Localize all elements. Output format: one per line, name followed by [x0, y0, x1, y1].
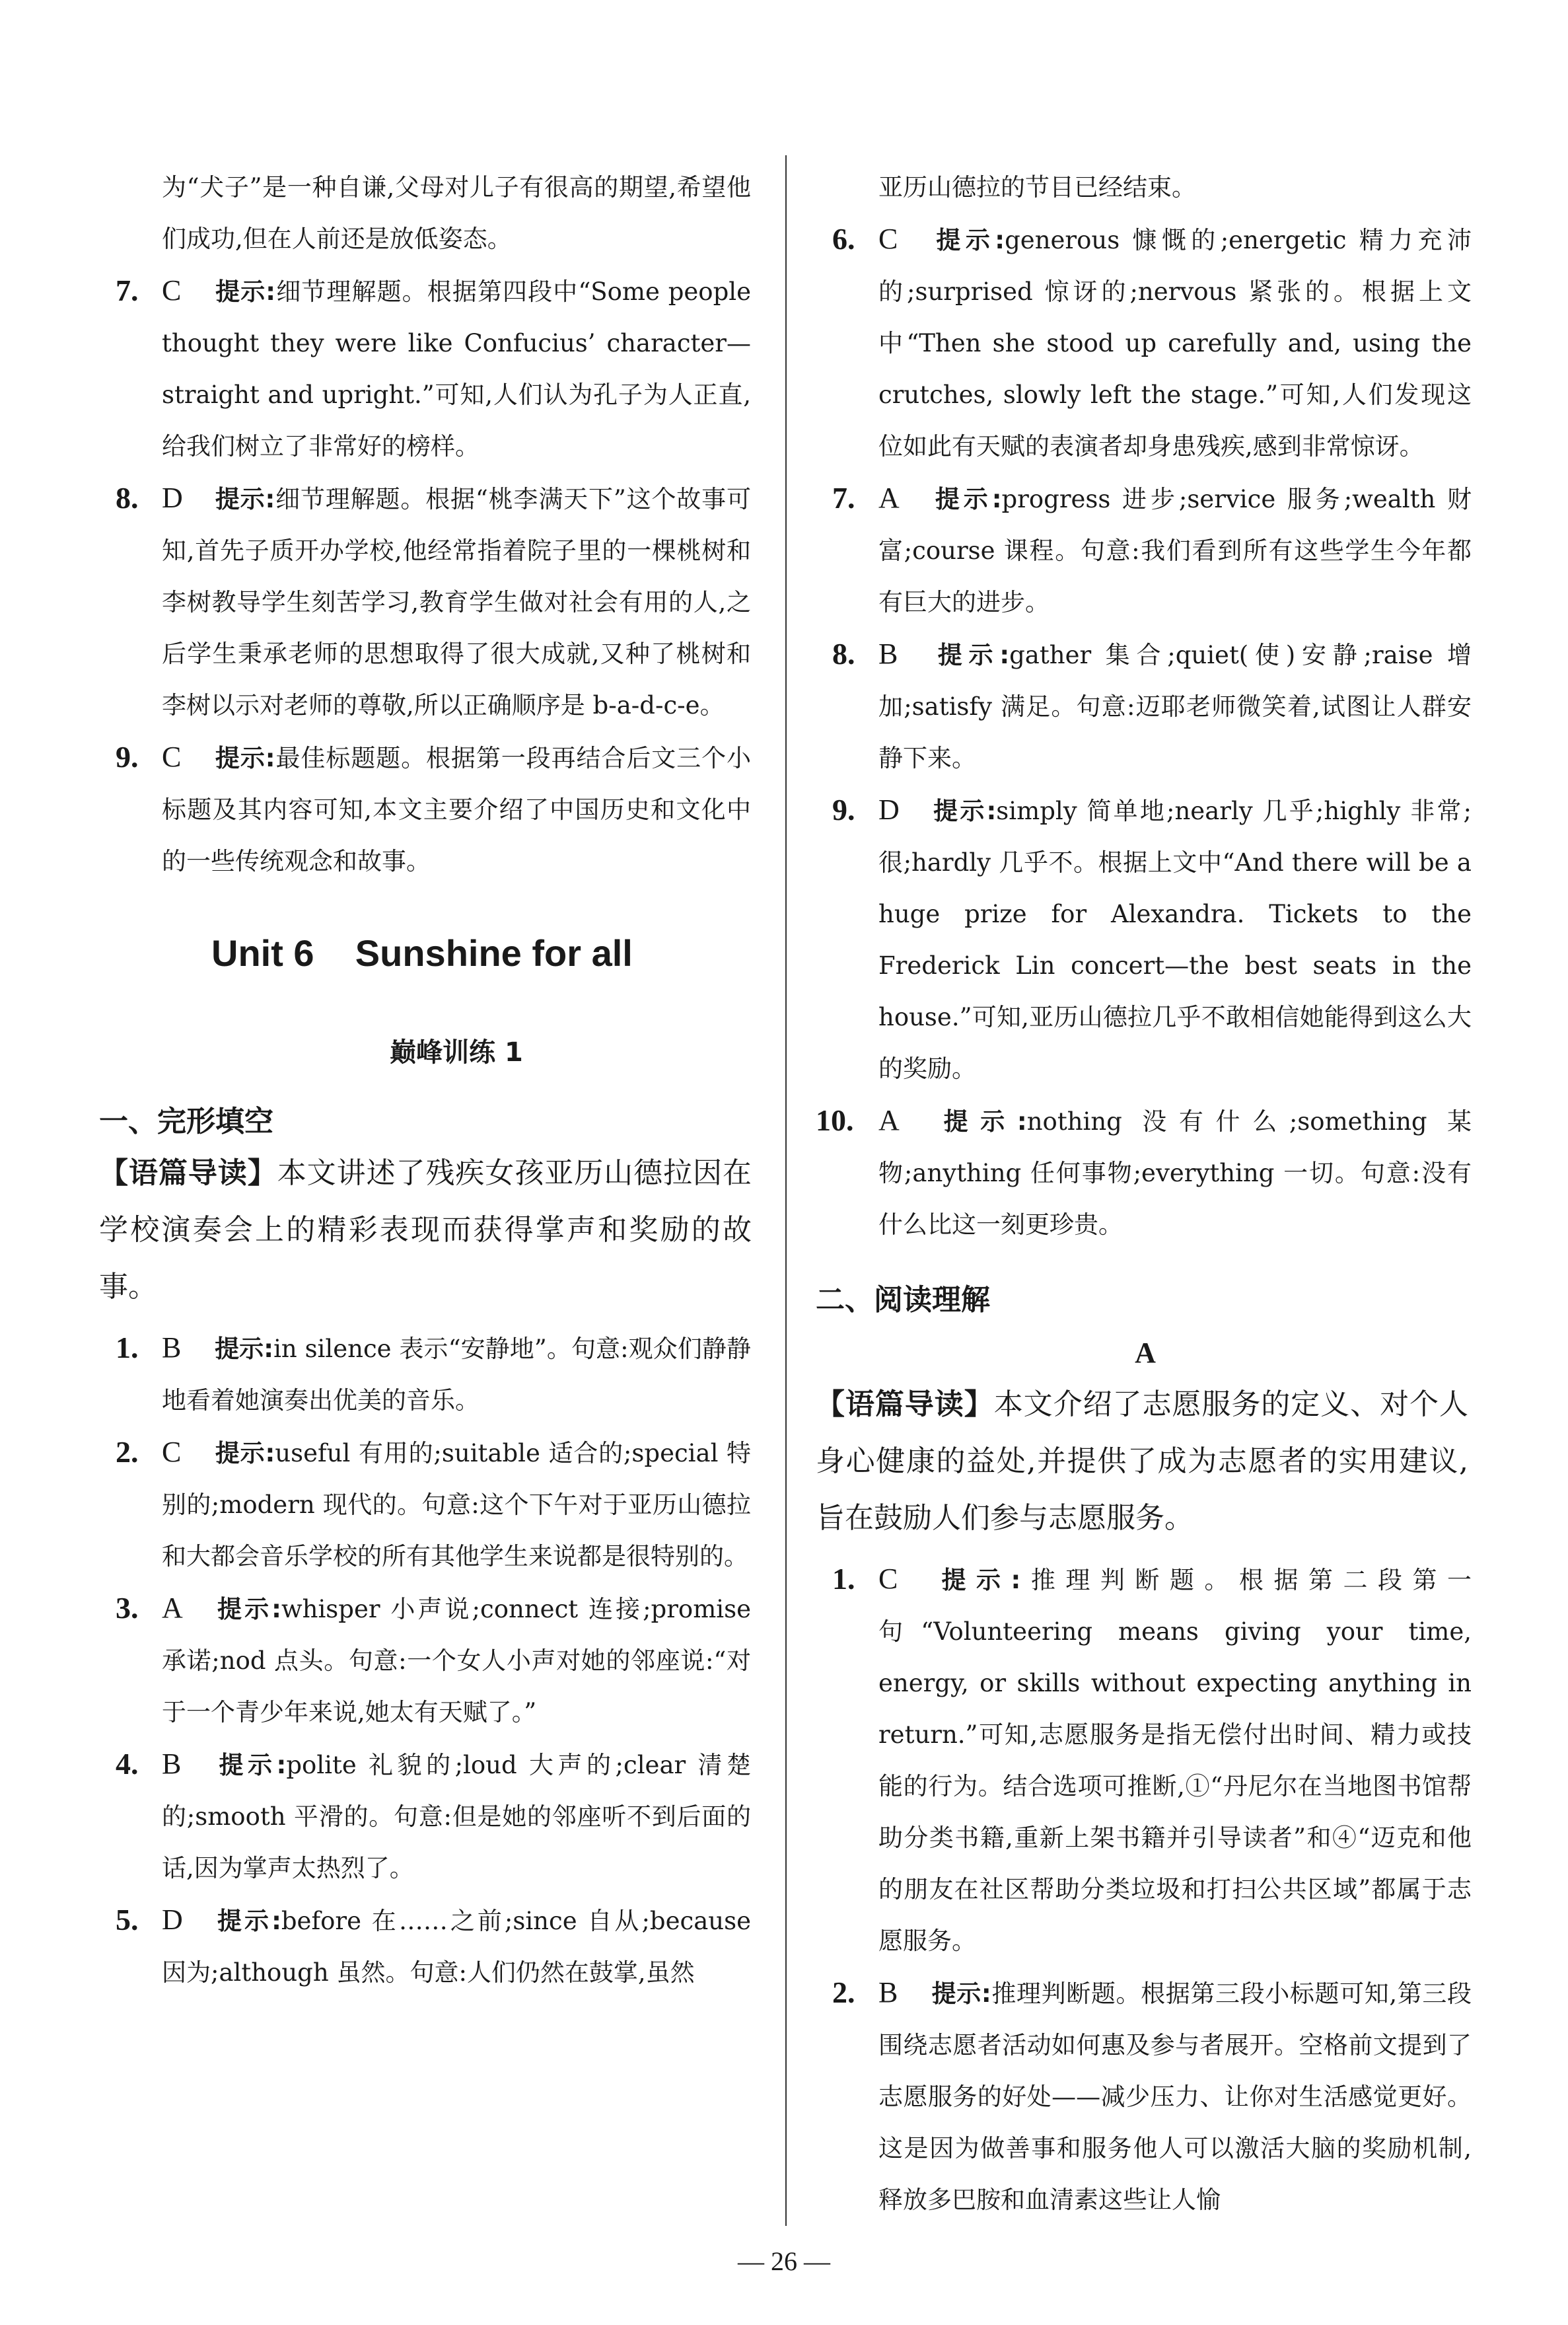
hint-text: in silence 表示“安静地”。句意:观众们静静地看着她演奏出优美的音乐。	[162, 1335, 752, 1415]
hint-label: 提示:	[215, 1439, 275, 1467]
answer-letter: C	[162, 274, 182, 307]
answer-item	[832, 213, 1472, 472]
answer-letter: C	[878, 1563, 898, 1595]
answer-letter: C	[162, 1436, 182, 1468]
answer-letter: A	[162, 1592, 183, 1624]
item-number: 1.	[832, 1562, 855, 1596]
item-number: 3.	[116, 1591, 139, 1625]
hint-label: 提示:	[931, 226, 1005, 254]
item-number: 2.	[116, 1435, 139, 1469]
hint-label: 提示:	[215, 1751, 287, 1779]
hint-label: 提示:	[931, 485, 1002, 513]
hint-text: generous 慷慨的;energetic 精力充沛的;surprised 惊讶的;nervous 紧张的。根据上文中“Then she stood up carefully and, using the crutches, slowly left the stage.”可知,人们发现这位如此有天赋的表演者却身患残疾,感到非常惊讶。	[878, 226, 1472, 461]
item-number: 4.	[116, 1747, 139, 1781]
item-number: 10.	[816, 1103, 854, 1137]
guide-text: 本文介绍了志愿服务的定义、对个人身心健康的益处,并提供了成为志愿者的实用建议,旨在鼓励人们参与志愿服务。	[816, 1387, 1469, 1535]
passage-guide	[816, 1376, 1468, 1547]
answer-letter: D	[162, 482, 183, 514]
hint-text: nothing 没有什么;something 某物;anything 任何事物;everything 一切。句意:没有什么比这一刻更珍贵。	[878, 1107, 1472, 1239]
continued-paragraph: 亚历山德拉的节目已经结束。	[878, 173, 1196, 202]
guide-label: 【语篇导读】	[816, 1387, 994, 1421]
hint-text: 细节理解题。根据第四段中“Some people thought they were like Confucius’ character—straight and upright.”可知,人们认为孔子为人正直,给我们树立了非常好的榜样。	[162, 277, 751, 461]
hint-label: 提示:	[215, 277, 276, 306]
answer-letter: B	[878, 1976, 898, 2009]
answer-item	[832, 628, 1472, 784]
item-number: 8.	[832, 637, 855, 671]
answer-item	[832, 1553, 1472, 1967]
answer-letter: A	[878, 1104, 900, 1136]
section-heading: 一、完形填空	[99, 1105, 273, 1138]
item-number: 1.	[116, 1331, 139, 1364]
hint-text: polite 礼貌的;loud 大声的;clear 清楚的;smooth 平滑的。句意:但是她的邻座听不到后面的话,因为掌声太热烈了。	[162, 1751, 751, 1882]
answer-item	[832, 784, 1472, 1095]
right-column	[816, 162, 1472, 2226]
section-heading: 二、阅读理解	[816, 1283, 990, 1317]
item-number: 7.	[832, 481, 855, 515]
answer-item	[116, 1738, 751, 1894]
item-number: 7.	[116, 274, 139, 307]
hint-text: 细节理解题。根据“桃李满天下”这个故事可知,首先子质开办学校,他经常指着院子里的一棵桃树和李树教导学生刻苦学习,教育学生做对社会有用的人,之后学生秉承老师的思想取得了很大成就,又种了桃树和李树以示对老师的尊敬,所以正确顺序是 b-a-d-c-e。	[162, 485, 751, 720]
answer-letter: D	[162, 1903, 183, 1936]
answer-letter: B	[162, 1748, 182, 1780]
answer-item	[116, 1426, 751, 1582]
answer-letter: D	[878, 793, 900, 826]
hint-label: 提示:	[215, 485, 275, 513]
part-label: A	[1135, 1337, 1156, 1369]
unit-title: Unit 6 Sunshine for all	[211, 932, 633, 974]
hint-label: 提示:	[215, 1335, 274, 1363]
answer-letter: A	[878, 482, 900, 514]
hint-text: useful 有用的;suitable 适合的;special 特别的;modern 现代的。句意:这个下午对于亚历山德拉和大都会音乐学校的所有其他学生来说都是很特别的。	[162, 1439, 751, 1570]
item-number: 8.	[116, 481, 139, 515]
hint-text: whisper 小声说;connect 连接;promise 承诺;nod 点头。句意:一个女人小声对她的邻座说:“对于一个青少年来说,她太有天赋了。”	[162, 1595, 752, 1726]
answer-item	[116, 265, 751, 472]
guide-text: 本文讲述了残疾女孩亚历山德拉因在学校演奏会上的精彩表现而获得掌声和奖励的故事。	[99, 1156, 752, 1304]
hint-text: before 在……之前;since 自从;because 因为;although 虽然。句意:人们仍然在鼓掌,虽然	[162, 1907, 752, 1987]
answer-letter: C	[162, 741, 182, 773]
answer-item	[116, 472, 751, 731]
hint-text: progress 进步;service 服务;wealth 财富;course 课程。句意:我们看到所有这些学生今年都有巨大的进步。	[878, 485, 1472, 616]
page-number: — 26 —	[738, 2246, 830, 2276]
hint-text: 最佳标题题。根据第一段再结合后文三个小标题及其内容可知,本文主要介绍了中国历史和文化中的一些传统观念和故事。	[162, 744, 752, 875]
hint-label: 提示:	[931, 1566, 1021, 1594]
item-number: 5.	[116, 1903, 139, 1937]
column-divider	[785, 155, 787, 2226]
practice-title: 巅峰训练 1	[390, 1037, 523, 1068]
item-number: 9.	[116, 740, 139, 774]
guide-label: 【语篇导读】	[99, 1156, 277, 1190]
left-column	[99, 162, 752, 1999]
hint-label: 提示:	[931, 1979, 991, 2008]
answer-item	[116, 1322, 752, 1426]
answer-letter: B	[162, 1331, 182, 1364]
hint-label: 提示:	[931, 797, 997, 825]
item-number: 6.	[832, 222, 855, 256]
answer-item	[116, 1582, 752, 1738]
answer-item	[816, 1095, 1472, 1251]
hint-text: simply 简单地;nearly 几乎;highly 非常;很;hardly 几乎不。根据上文中“And there will be a huge prize for Alexandra. Tickets to the Frederick Lin concert—the best seats in the house.”可知,亚历山德拉几乎不敢相信她能得到这么大的奖励。	[878, 797, 1472, 1083]
item-number: 2.	[832, 1975, 855, 2009]
hint-label: 提示:	[215, 1907, 281, 1935]
hint-label: 提示:	[931, 641, 1010, 669]
answer-item	[116, 1894, 752, 1999]
hint-label: 提示:	[215, 1595, 281, 1623]
item-number: 9.	[832, 793, 855, 827]
answer-letter: B	[878, 638, 898, 670]
hint-label: 提示:	[931, 1107, 1027, 1136]
passage-guide	[99, 1145, 752, 1315]
hint-text: 推理判断题。根据第二段第一句“Volunteering means giving your time, energy, or skills without expecting anything in return.”可知,志愿服务是指无偿付出时间、精力或技能的行为。结合选项可推断,①“丹尼尔在当地图书馆帮助分类书籍,重新上架书籍并引导读者”和④“迈克和他的朋友在社区帮助分类垃圾和打扫公共区域”都属于志愿服务。	[878, 1566, 1472, 1955]
answer-item	[116, 731, 752, 887]
hint-text: 推理判断题。根据第三段小标题可知,第三段围绕志愿者活动如何惠及参与者展开。空格前文提到了志愿服务的好处——减少压力、让你对生活感觉更好。这是因为做善事和服务他人可以激活大脑的奖励机制,释放多巴胺和血清素这些让人愉	[878, 1979, 1472, 2214]
hint-label: 提示:	[215, 744, 275, 772]
answer-item	[832, 1967, 1472, 2226]
hint-text: gather 集合;quiet(使)安静;raise 增加;satisfy 满足。句意:迈耶老师微笑着,试图让人群安静下来。	[878, 641, 1472, 772]
answer-letter: C	[878, 223, 898, 255]
answer-item	[832, 472, 1472, 628]
continued-paragraph: 为“犬子”是一种自谦,父母对儿子有很高的期望,希望他们成功,但在人前还是放低姿态。	[162, 173, 751, 253]
